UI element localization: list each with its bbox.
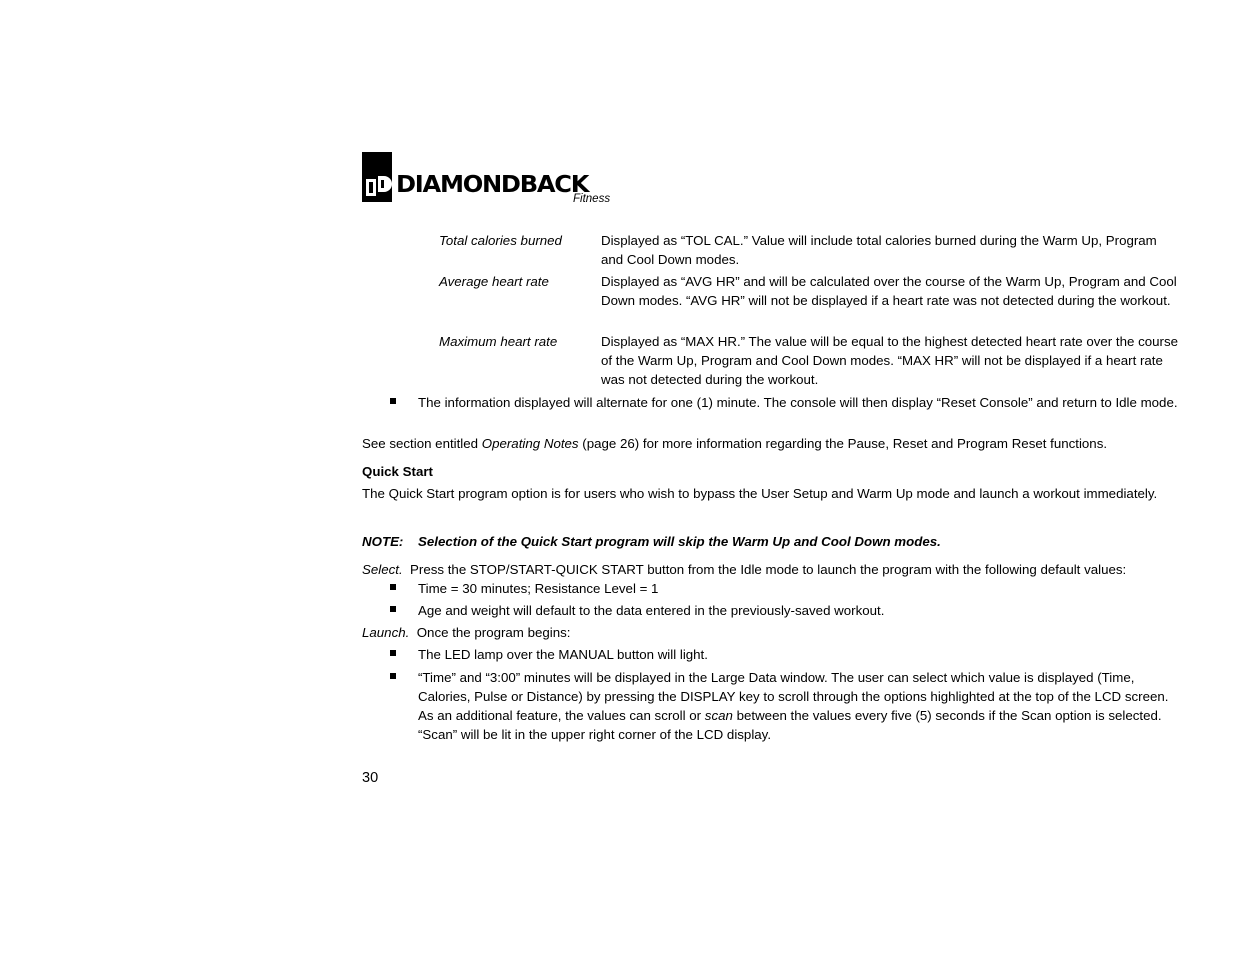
- select-paragraph: [362, 560, 1182, 579]
- launch-label: Launch.: [362, 625, 410, 640]
- bullet-text-part: “Time” and “3:00” minutes will be displayed in the Large Data window. The user can select which value is displayed (Time, Calories, Pulse or Distance) by pressing the DISPLAY key to scroll through the options highlighted at the top of the LCD screen. As an additional feature, the values can scroll or: [418, 670, 1169, 723]
- see-section-paragraph: [362, 434, 1182, 453]
- bullet-square-icon: [390, 584, 396, 590]
- definition-label: Average heart rate: [439, 274, 549, 289]
- bullet-text: [418, 668, 1183, 744]
- definition-label: Maximum heart rate: [439, 334, 558, 349]
- bullet-text-italic: scan: [704, 708, 733, 723]
- definition-label: Total calories burned: [439, 233, 562, 248]
- bullet-text: The information displayed will alternate for one (1) minute. The console will then display “Reset Console” and return to Idle mode.: [418, 395, 1178, 410]
- see-section-text: See section entitled: [362, 436, 482, 451]
- definition-desc: Displayed as “AVG HR” and will be calculated over the course of the Warm Up, Program and Cool Down modes. “AVG HR” will not be displayed if a heart rate was not detected during the workout.: [601, 274, 1177, 308]
- bullet-square-icon: [390, 673, 396, 679]
- logo-subtitle: Fitness: [573, 193, 611, 205]
- page-number: 30: [362, 770, 379, 786]
- launch-text: Once the program begins:: [409, 625, 571, 640]
- diamondback-logo: [362, 152, 622, 208]
- launch-paragraph: [362, 623, 1182, 642]
- bullet-square-icon: [390, 650, 396, 656]
- diamondback-mark-icon: [362, 152, 392, 202]
- note-label: NOTE:: [362, 534, 404, 549]
- definition-desc: Displayed as “TOL CAL.” Value will include total calories burned during the Warm Up, Program and Cool Down modes.: [601, 233, 1157, 267]
- section-heading: Quick Start: [362, 464, 433, 479]
- bullet-square-icon: [390, 398, 396, 404]
- bullet-text: Time = 30 minutes; Resistance Level = 1: [418, 581, 659, 596]
- see-section-link-text: Operating Notes: [481, 436, 579, 451]
- note-text: Selection of the Quick Start program will skip the Warm Up and Cool Down modes.: [418, 534, 941, 549]
- quick-start-intro: The Quick Start program option is for users who wish to bypass the User Setup and Warm Up mode and launch a workout immediately.: [362, 486, 1158, 501]
- bullet-text: Age and weight will default to the data entered in the previously-saved workout.: [418, 603, 885, 618]
- bullet-text-part: between the values every five (5) seconds if the Scan option is selected. “Scan” will be lit in the upper right corner of the LCD display.: [418, 708, 1162, 742]
- bullet-square-icon: [390, 606, 396, 612]
- logo-wordmark: DIAMONDBACK: [396, 172, 589, 198]
- select-label: Select.: [362, 562, 403, 577]
- see-section-text-end: (page 26) for more information regarding the Pause, Reset and Program Reset functions.: [578, 436, 1108, 451]
- definition-desc: Displayed as “MAX HR.” The value will be equal to the highest detected heart rate over the course of the Warm Up, Program and Cool Down modes. “MAX HR” will not be displayed if a heart rate was not detected during the workout.: [601, 334, 1178, 387]
- bullet-text: The LED lamp over the MANUAL button will light.: [418, 647, 708, 662]
- select-text: Press the STOP/START-QUICK START button from the Idle mode to launch the program with the following default values:: [402, 562, 1127, 577]
